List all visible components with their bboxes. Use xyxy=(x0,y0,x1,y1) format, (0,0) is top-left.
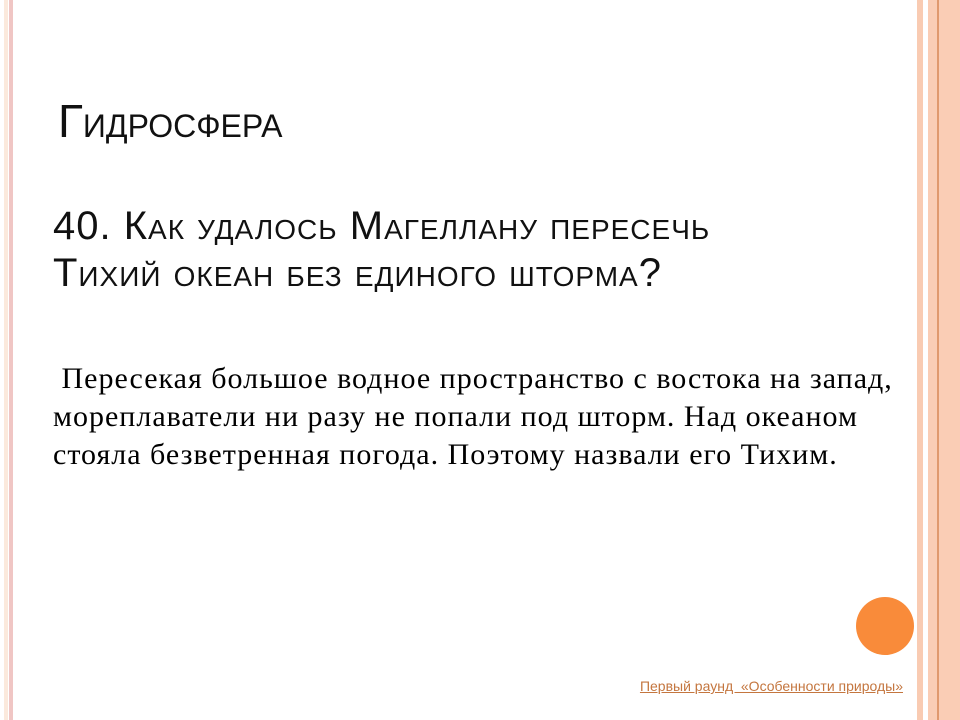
right-border-accent-line xyxy=(937,0,939,720)
answer-text xyxy=(53,360,893,474)
left-border-stripe-light xyxy=(4,0,8,720)
right-border-stripe-thin xyxy=(917,0,923,720)
footer-round-link[interactable]: Первый раунд «Особенности природы» xyxy=(639,678,903,694)
answer-line-3: стояла безветренная погода. Поэтому назвали его Тихим. xyxy=(53,438,838,471)
question-heading xyxy=(53,203,710,297)
question-line-2: Тихий океан без единого шторма? xyxy=(53,251,662,295)
question-line-1: 40. Как удалось Магеллану пересечь xyxy=(53,204,711,248)
answer-line-2: мореплаватели ни разу не попали под шторм. Над океаном xyxy=(53,400,858,433)
slide-title: Гидросфера xyxy=(58,95,283,147)
right-border-band xyxy=(928,0,960,720)
left-border-stripe-pink xyxy=(9,0,13,720)
answer-line-1: Пересекая большое водное пространство с востока на запад, xyxy=(53,362,893,395)
slide-number-circle-ornament xyxy=(856,597,914,655)
